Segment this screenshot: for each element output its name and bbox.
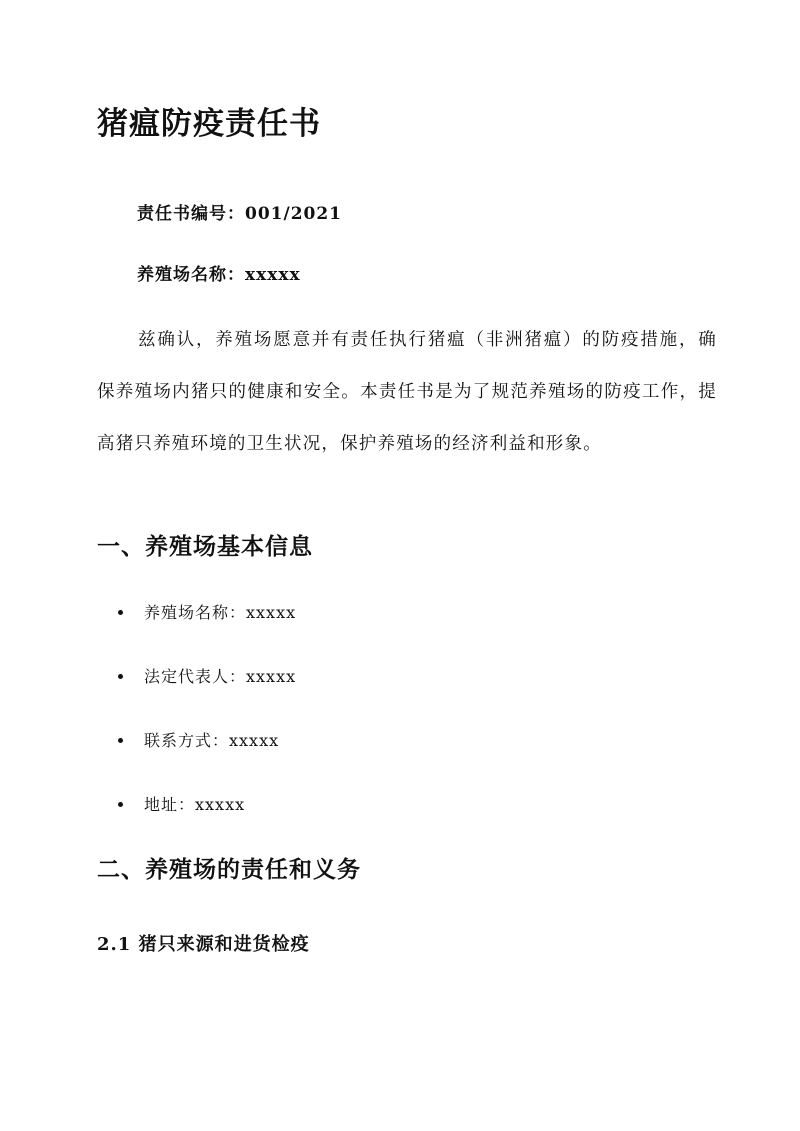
contract-code: 责任书编号：001/2021: [137, 204, 343, 224]
bullet-icon: [118, 738, 123, 743]
bullet-icon: [118, 674, 123, 679]
list-item: [118, 600, 296, 664]
list-item-text: 养殖场名称：xxxxx: [144, 603, 297, 622]
intro-paragraph: 兹确认，养殖场愿意并有责任执行猪瘟（非洲猪瘟）的防疫措施，确保养殖场内猪只的健康和安全。本责任书是为了规范养殖场的防疫工作，提高猪只养殖环境的卫生状况，保护养殖场的经济利益和形象。: [97, 330, 717, 454]
bullet-icon: [118, 610, 123, 615]
bullet-icon: [118, 802, 123, 807]
list-item: [118, 664, 296, 728]
list-item-text: 法定代表人：xxxxx: [144, 667, 297, 686]
list-item-text: 联系方式：xxxxx: [144, 731, 280, 750]
section-heading-basic-info: 一、养殖场基本信息: [97, 533, 313, 560]
subsection-heading: 2.1 猪只来源和进货检疫: [97, 934, 310, 955]
list-item: [118, 728, 296, 792]
list-item: [118, 792, 296, 856]
basic-info-list: [118, 600, 296, 856]
list-item-text: 地址：xxxxx: [144, 795, 246, 814]
section-heading-responsibilities: 二、养殖场的责任和义务: [97, 856, 361, 883]
farm-name-line: 养殖场名称：xxxxx: [137, 265, 301, 285]
document-title: 猪瘟防疫责任书: [97, 106, 321, 142]
